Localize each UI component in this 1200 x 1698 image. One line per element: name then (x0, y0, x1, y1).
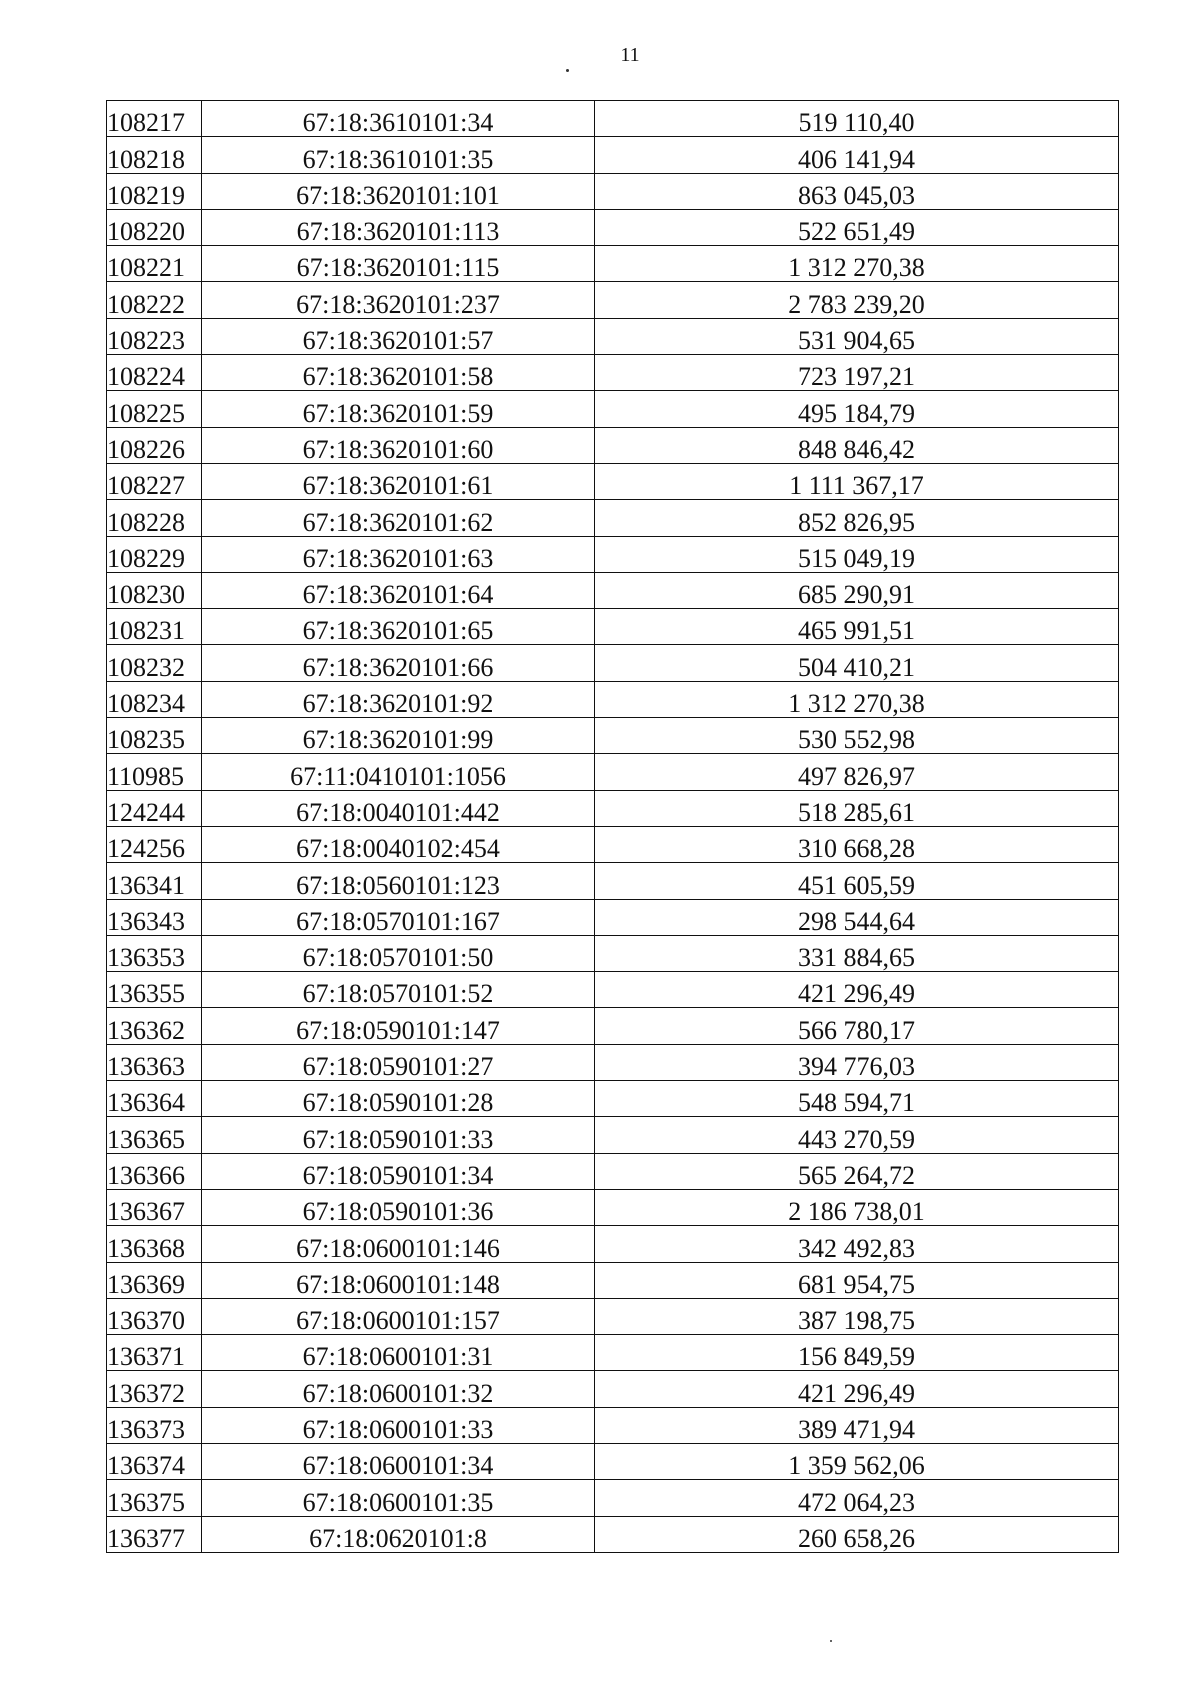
cadastral-number-cell: 67:11:0410101:1056 (202, 754, 595, 790)
cadastral-number-cell: 67:18:3610101:35 (202, 137, 595, 173)
row-id-cell: 108220 (107, 209, 202, 245)
table-row (107, 1371, 1119, 1407)
table-row (107, 681, 1119, 717)
cadastral-number-cell: 67:18:0600101:34 (202, 1443, 595, 1479)
cadastral-value-cell: 515 049,19 (595, 536, 1119, 572)
cadastral-value-cell: 504 410,21 (595, 645, 1119, 681)
cadastral-value-cell: 531 904,65 (595, 318, 1119, 354)
row-id-cell: 136365 (107, 1117, 202, 1153)
table-row (107, 645, 1119, 681)
row-id-cell: 136369 (107, 1262, 202, 1298)
table-row (107, 318, 1119, 354)
cadastral-number-cell: 67:18:3620101:60 (202, 427, 595, 463)
row-id-cell: 108224 (107, 355, 202, 391)
table-row (107, 1044, 1119, 1080)
row-id-cell: 136374 (107, 1443, 202, 1479)
cadastral-number-cell: 67:18:0590101:147 (202, 1008, 595, 1044)
cadastral-value-cell: 522 651,49 (595, 209, 1119, 245)
cadastral-value-cell: 331 884,65 (595, 935, 1119, 971)
cadastral-value-cell: 451 605,59 (595, 863, 1119, 899)
cadastral-value-cell: 298 544,64 (595, 899, 1119, 935)
table-row (107, 972, 1119, 1008)
row-id-cell: 108219 (107, 173, 202, 209)
cadastral-value-cell: 421 296,49 (595, 972, 1119, 1008)
page-number: 11 (620, 44, 640, 66)
row-id-cell: 124244 (107, 790, 202, 826)
row-id-cell: 136362 (107, 1008, 202, 1044)
cadastral-number-cell: 67:18:0590101:28 (202, 1081, 595, 1117)
table-row (107, 101, 1119, 137)
cadastral-value-cell: 443 270,59 (595, 1117, 1119, 1153)
cadastral-number-cell: 67:18:3620101:66 (202, 645, 595, 681)
cadastral-value-cell: 465 991,51 (595, 609, 1119, 645)
cadastral-value-cell: 723 197,21 (595, 355, 1119, 391)
row-id-cell: 136368 (107, 1226, 202, 1262)
table-body (107, 101, 1119, 1553)
row-id-cell: 136353 (107, 935, 202, 971)
cadastral-number-cell: 67:18:3620101:62 (202, 500, 595, 536)
cadastral-value-cell: 852 826,95 (595, 500, 1119, 536)
table-row (107, 1189, 1119, 1225)
row-id-cell: 110985 (107, 754, 202, 790)
row-id-cell: 136372 (107, 1371, 202, 1407)
table-row (107, 500, 1119, 536)
cadastral-value-cell: 566 780,17 (595, 1008, 1119, 1044)
table-row (107, 1153, 1119, 1189)
row-id-cell: 108229 (107, 536, 202, 572)
cadastral-number-cell: 67:18:3620101:59 (202, 391, 595, 427)
cadastral-value-cell: 156 849,59 (595, 1335, 1119, 1371)
row-id-cell: 108223 (107, 318, 202, 354)
table-row (107, 1081, 1119, 1117)
table-row (107, 1298, 1119, 1334)
cadastral-number-cell: 67:18:3620101:101 (202, 173, 595, 209)
table-row (107, 355, 1119, 391)
cadastral-value-cell: 565 264,72 (595, 1153, 1119, 1189)
row-id-cell: 108231 (107, 609, 202, 645)
row-id-cell: 108225 (107, 391, 202, 427)
table-row (107, 1407, 1119, 1443)
table-row (107, 935, 1119, 971)
table-row (107, 391, 1119, 427)
row-id-cell: 136370 (107, 1298, 202, 1334)
cadastral-number-cell: 67:18:3620101:99 (202, 718, 595, 754)
cadastral-number-cell: 67:18:0560101:123 (202, 863, 595, 899)
scan-speck (830, 1640, 832, 1642)
table-row (107, 1480, 1119, 1516)
table-row (107, 1262, 1119, 1298)
cadastral-value-cell: 1 359 562,06 (595, 1443, 1119, 1479)
cadastral-number-cell: 67:18:0590101:36 (202, 1189, 595, 1225)
row-id-cell: 108228 (107, 500, 202, 536)
table-row (107, 718, 1119, 754)
row-id-cell: 108221 (107, 246, 202, 282)
cadastral-value-table (106, 100, 1119, 1553)
cadastral-number-cell: 67:18:0570101:52 (202, 972, 595, 1008)
cadastral-number-cell: 67:18:3620101:57 (202, 318, 595, 354)
cadastral-number-cell: 67:18:3620101:63 (202, 536, 595, 572)
table-row (107, 1117, 1119, 1153)
table-row (107, 173, 1119, 209)
table-row (107, 1008, 1119, 1044)
cadastral-value-cell: 260 658,26 (595, 1516, 1119, 1552)
cadastral-number-cell: 67:18:3620101:65 (202, 609, 595, 645)
row-id-cell: 108222 (107, 282, 202, 318)
cadastral-value-cell: 394 776,03 (595, 1044, 1119, 1080)
row-id-cell: 108234 (107, 681, 202, 717)
table-row (107, 246, 1119, 282)
cadastral-value-cell: 685 290,91 (595, 572, 1119, 608)
cadastral-number-cell: 67:18:0620101:8 (202, 1516, 595, 1552)
cadastral-value-cell: 681 954,75 (595, 1262, 1119, 1298)
cadastral-value-cell: 495 184,79 (595, 391, 1119, 427)
cadastral-value-cell: 387 198,75 (595, 1298, 1119, 1334)
table-row (107, 463, 1119, 499)
row-id-cell: 136371 (107, 1335, 202, 1371)
row-id-cell: 136343 (107, 899, 202, 935)
table-row (107, 427, 1119, 463)
cadastral-value-cell: 472 064,23 (595, 1480, 1119, 1516)
cadastral-number-cell: 67:18:0600101:35 (202, 1480, 595, 1516)
table-row (107, 754, 1119, 790)
cadastral-value-cell: 863 045,03 (595, 173, 1119, 209)
cadastral-number-cell: 67:18:0040101:442 (202, 790, 595, 826)
cadastral-number-cell: 67:18:0590101:27 (202, 1044, 595, 1080)
cadastral-number-cell: 67:18:0600101:146 (202, 1226, 595, 1262)
row-id-cell: 108227 (107, 463, 202, 499)
cadastral-number-cell: 67:18:0570101:50 (202, 935, 595, 971)
cadastral-value-cell: 518 285,61 (595, 790, 1119, 826)
row-id-cell: 108226 (107, 427, 202, 463)
cadastral-number-cell: 67:18:0600101:33 (202, 1407, 595, 1443)
cadastral-number-cell: 67:18:0600101:31 (202, 1335, 595, 1371)
cadastral-value-cell: 1 312 270,38 (595, 246, 1119, 282)
cadastral-number-cell: 67:18:0600101:32 (202, 1371, 595, 1407)
cadastral-value-cell: 530 552,98 (595, 718, 1119, 754)
cadastral-number-cell: 67:18:3620101:115 (202, 246, 595, 282)
cadastral-number-cell: 67:18:0600101:148 (202, 1262, 595, 1298)
cadastral-number-cell: 67:18:0600101:157 (202, 1298, 595, 1334)
row-id-cell: 136364 (107, 1081, 202, 1117)
cadastral-number-cell: 67:18:3620101:58 (202, 355, 595, 391)
row-id-cell: 136366 (107, 1153, 202, 1189)
table-row (107, 536, 1119, 572)
table-row (107, 790, 1119, 826)
cadastral-value-cell: 2 783 239,20 (595, 282, 1119, 318)
cadastral-value-cell: 1 312 270,38 (595, 681, 1119, 717)
cadastral-number-cell: 67:18:0590101:34 (202, 1153, 595, 1189)
cadastral-value-cell: 519 110,40 (595, 101, 1119, 137)
cadastral-value-cell: 421 296,49 (595, 1371, 1119, 1407)
table-row (107, 1226, 1119, 1262)
cadastral-number-cell: 67:18:3620101:92 (202, 681, 595, 717)
row-id-cell: 136355 (107, 972, 202, 1008)
cadastral-number-cell: 67:18:3620101:113 (202, 209, 595, 245)
cadastral-value-cell: 389 471,94 (595, 1407, 1119, 1443)
cadastral-number-cell: 67:18:3610101:34 (202, 101, 595, 137)
table-row (107, 863, 1119, 899)
cadastral-value-cell: 848 846,42 (595, 427, 1119, 463)
row-id-cell: 124256 (107, 826, 202, 862)
row-id-cell: 108232 (107, 645, 202, 681)
cadastral-number-cell: 67:18:0040102:454 (202, 826, 595, 862)
table-row (107, 1335, 1119, 1371)
cadastral-value-cell: 1 111 367,17 (595, 463, 1119, 499)
table-row (107, 282, 1119, 318)
table-row (107, 209, 1119, 245)
row-id-cell: 108218 (107, 137, 202, 173)
row-id-cell: 136363 (107, 1044, 202, 1080)
table-row (107, 826, 1119, 862)
row-id-cell: 108230 (107, 572, 202, 608)
row-id-cell: 136375 (107, 1480, 202, 1516)
row-id-cell: 136377 (107, 1516, 202, 1552)
row-id-cell: 136367 (107, 1189, 202, 1225)
cadastral-value-cell: 342 492,83 (595, 1226, 1119, 1262)
table-row (107, 609, 1119, 645)
table-row (107, 572, 1119, 608)
row-id-cell: 136373 (107, 1407, 202, 1443)
cadastral-number-cell: 67:18:3620101:61 (202, 463, 595, 499)
cadastral-number-cell: 67:18:0570101:167 (202, 899, 595, 935)
cadastral-value-cell: 2 186 738,01 (595, 1189, 1119, 1225)
cadastral-value-cell: 497 826,97 (595, 754, 1119, 790)
table-row (107, 137, 1119, 173)
scan-speck (566, 69, 569, 72)
cadastral-number-cell: 67:18:0590101:33 (202, 1117, 595, 1153)
cadastral-number-cell: 67:18:3620101:64 (202, 572, 595, 608)
cadastral-value-cell: 310 668,28 (595, 826, 1119, 862)
table-row (107, 899, 1119, 935)
row-id-cell: 108217 (107, 101, 202, 137)
cadastral-value-cell: 406 141,94 (595, 137, 1119, 173)
table-row (107, 1516, 1119, 1552)
row-id-cell: 108235 (107, 718, 202, 754)
cadastral-value-cell: 548 594,71 (595, 1081, 1119, 1117)
row-id-cell: 136341 (107, 863, 202, 899)
table-row (107, 1443, 1119, 1479)
cadastral-number-cell: 67:18:3620101:237 (202, 282, 595, 318)
